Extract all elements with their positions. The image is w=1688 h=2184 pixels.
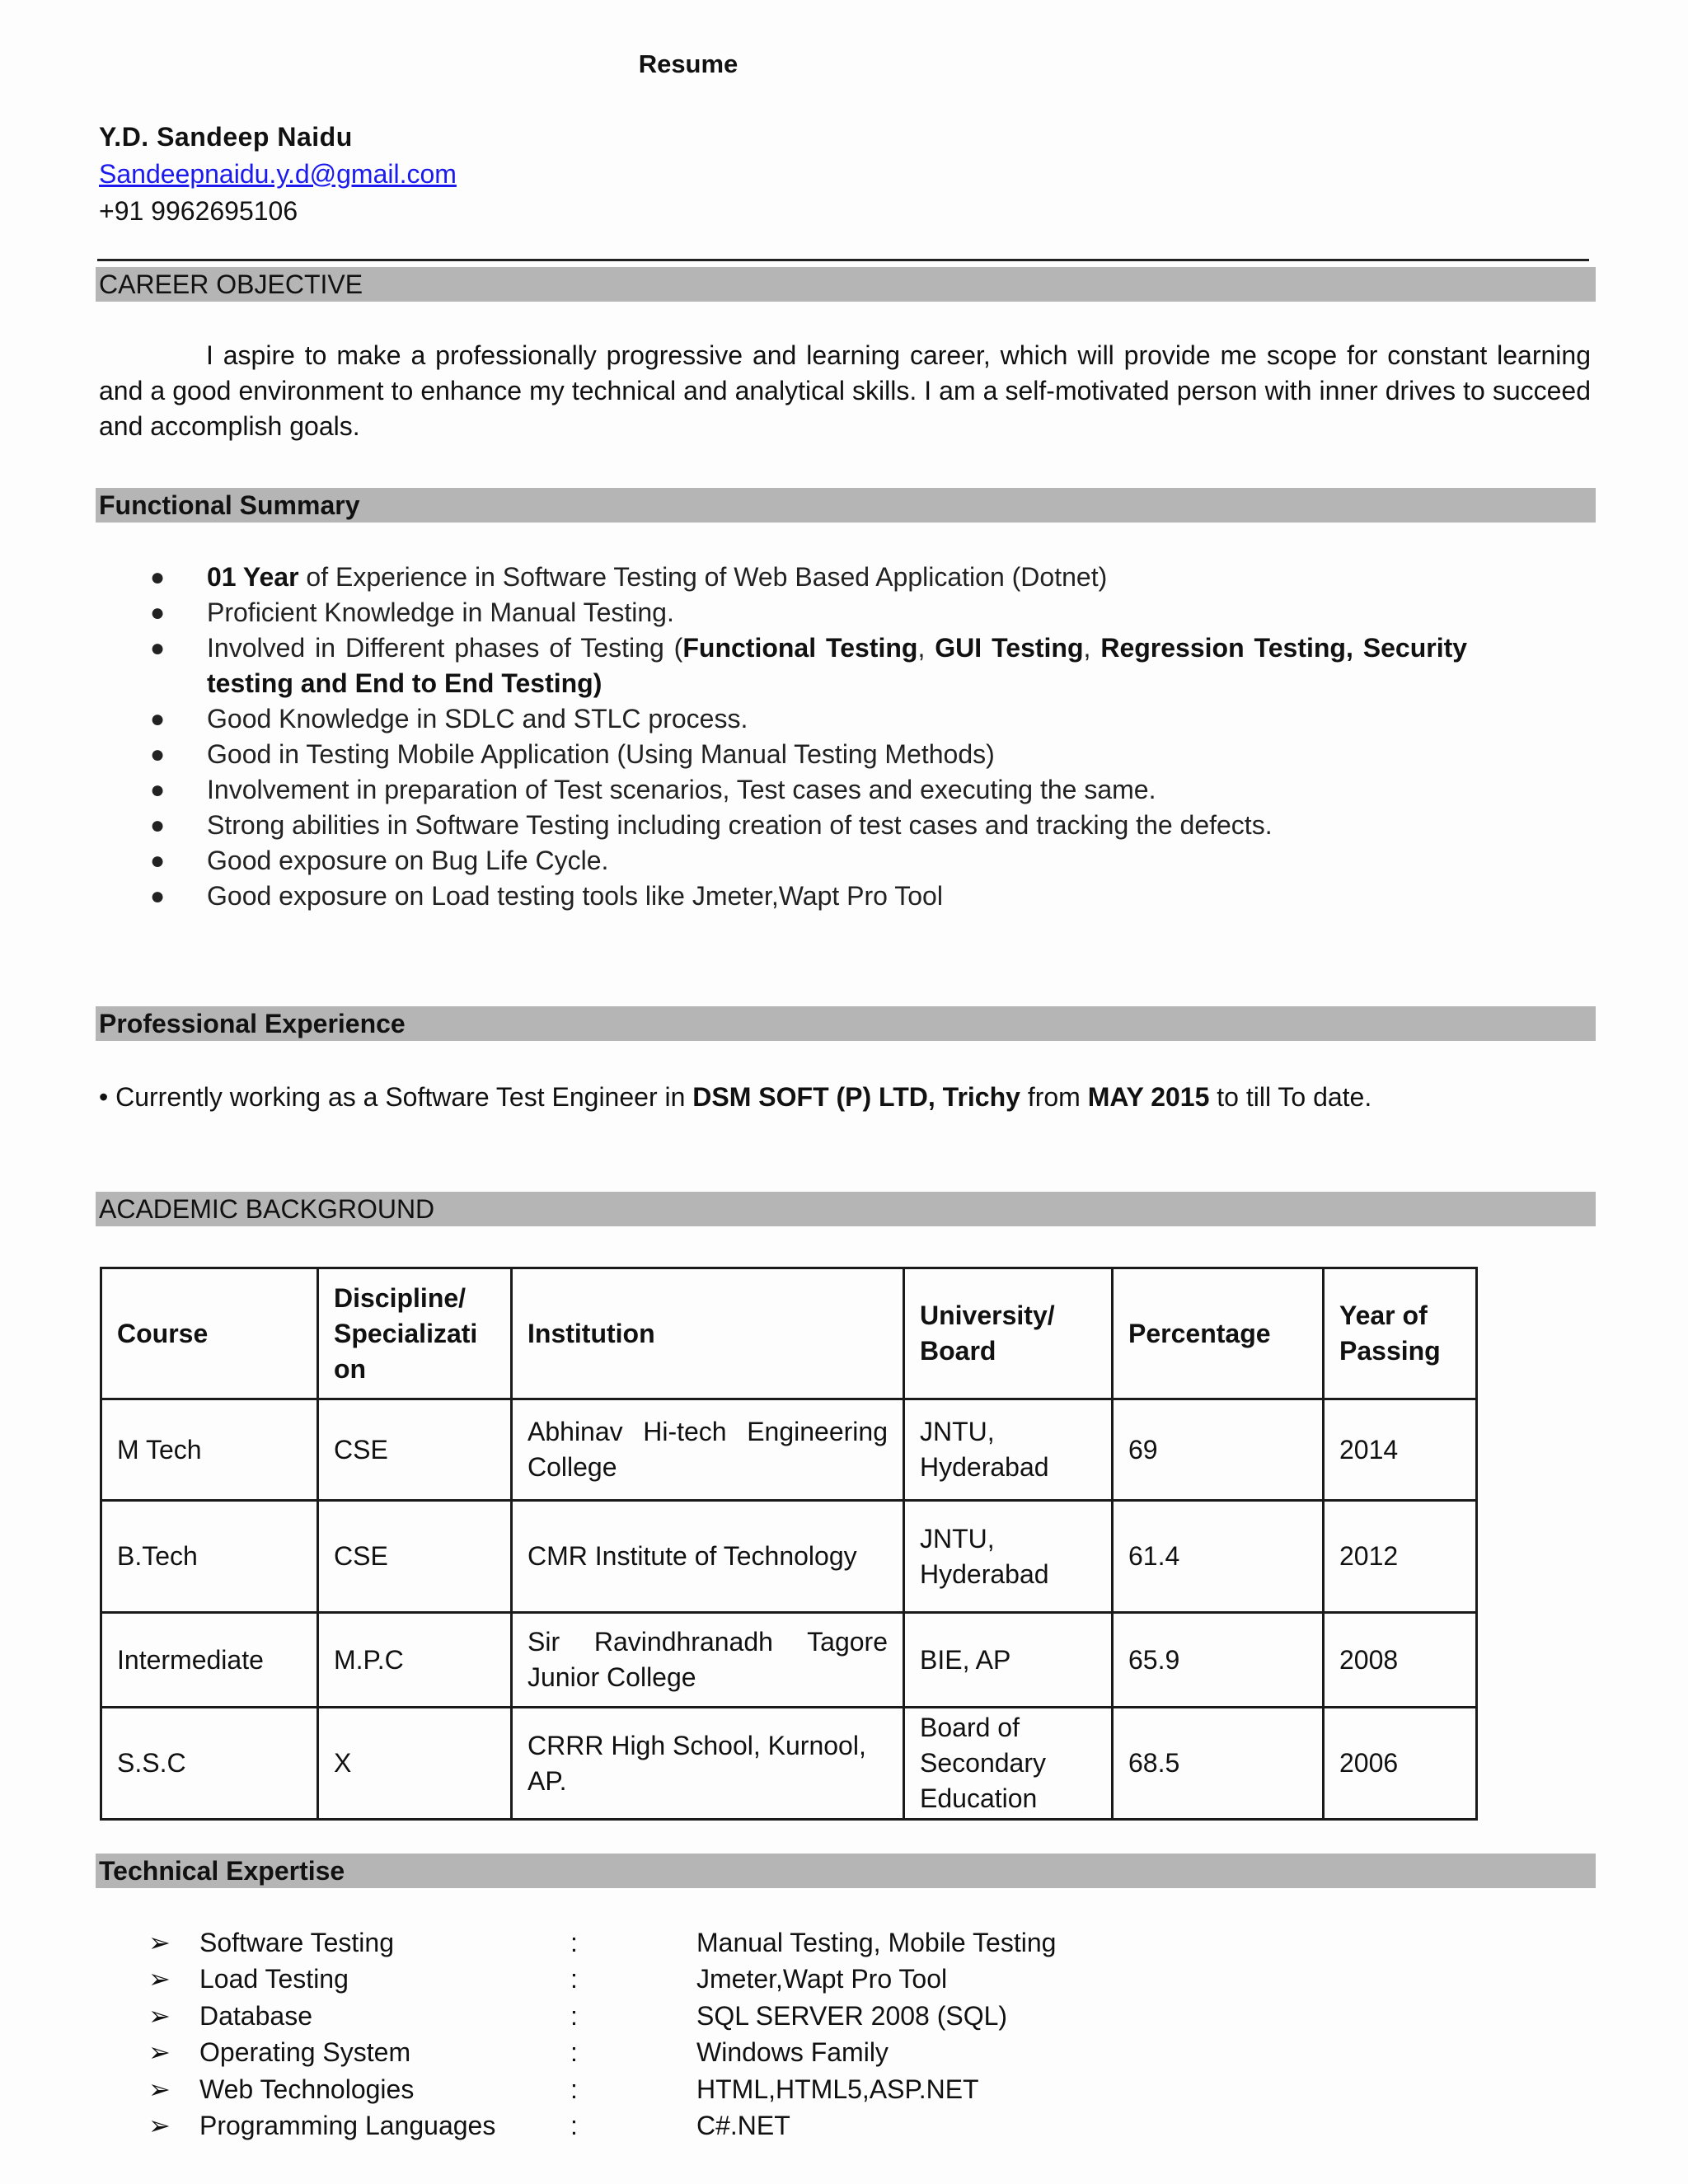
arrow-bullet-icon: ➢ xyxy=(148,1928,171,1957)
table-row xyxy=(101,1613,1477,1708)
table-cell: 69 xyxy=(1113,1399,1324,1501)
section-career-objective: CAREER OBJECTIVE xyxy=(96,267,1596,302)
experience-text: to till To date. xyxy=(1209,1082,1372,1112)
objective-paragraph xyxy=(99,338,1591,444)
start-date: MAY 2015 xyxy=(1087,1082,1210,1112)
list-item xyxy=(99,630,1467,701)
item-bold: Regression Testing, Security testing and End to End Testing) xyxy=(207,633,1468,698)
separator: : xyxy=(570,2037,578,2068)
arrow-bullet-icon: ➢ xyxy=(148,2037,171,2068)
list-item xyxy=(99,879,1467,914)
column-header: University/ Board xyxy=(904,1268,1113,1399)
bullet-icon: ● xyxy=(150,741,166,768)
experience-text: from xyxy=(1020,1082,1088,1112)
column-header: Institution xyxy=(512,1268,904,1399)
table-cell: CSE xyxy=(318,1501,512,1613)
skill-label: Software Testing xyxy=(199,1928,394,1957)
academic-table xyxy=(100,1267,1478,1821)
item-text: Good exposure on Load testing tools like Jmeter,Wapt Pro Tool xyxy=(207,881,943,911)
item-text: Strong abilities in Software Testing including creation of test cases and tracking the defects. xyxy=(207,810,1273,840)
bullet-icon: ● xyxy=(150,812,166,839)
skill-value: C#.NET xyxy=(696,2110,790,2140)
column-header: Percentage xyxy=(1113,1268,1324,1399)
item-text: Involvement in preparation of Test scenarios, Test cases and executing the same. xyxy=(207,775,1156,804)
table-header-row xyxy=(101,1268,1477,1399)
table-cell: S.S.C xyxy=(101,1708,318,1820)
table-cell: Intermediate xyxy=(101,1613,318,1708)
skill-label: Load Testing xyxy=(199,1964,349,1994)
table-cell: M Tech xyxy=(101,1399,318,1501)
item-bold: GUI Testing xyxy=(935,633,1084,663)
table-cell: X xyxy=(318,1708,512,1820)
table-cell: B.Tech xyxy=(101,1501,318,1613)
bullet-icon: ● xyxy=(150,776,166,804)
separator: : xyxy=(570,1928,578,1957)
item-text: Involved in Different phases of Testing ( xyxy=(207,633,683,663)
table-row xyxy=(101,1501,1477,1613)
section-academic-background: ACADEMIC BACKGROUND xyxy=(96,1192,1596,1226)
list-item xyxy=(99,595,1467,630)
skill-value: Jmeter,Wapt Pro Tool xyxy=(696,1964,948,1994)
table-cell: 61.4 xyxy=(1113,1501,1324,1613)
skill-label: Operating System xyxy=(199,2037,411,2068)
table-cell: M.P.C xyxy=(318,1613,512,1708)
skill-label: Programming Languages xyxy=(199,2110,496,2140)
item-bold: 01 Year xyxy=(207,562,299,592)
list-item xyxy=(99,560,1467,595)
table-cell: 68.5 xyxy=(1113,1708,1324,1820)
skill-label: Web Technologies xyxy=(199,2074,415,2104)
bullet-icon: ● xyxy=(150,599,166,626)
table-cell: CRRR High School, Kurnool, AP. xyxy=(512,1708,904,1820)
separator: : xyxy=(570,1964,578,1994)
list-item xyxy=(99,772,1467,808)
table-cell: 2006 xyxy=(1324,1708,1477,1820)
table-cell: BIE, AP xyxy=(904,1613,1113,1708)
item-text: Good exposure on Bug Life Cycle. xyxy=(207,846,609,875)
list-item xyxy=(99,843,1467,879)
email-link[interactable]: Sandeepnaidu.y.d@gmail.com xyxy=(99,159,457,189)
objective-text: I aspire to make a professionally progressive and learning career, which will provide me scope for constant learning and a good environment to enhance my technical and analytical skills. I am a self-motivated person with inner drives to succeed and accomplish goals. xyxy=(99,340,1591,441)
bullet-icon: ● xyxy=(150,705,166,733)
table-cell: JNTU, Hyderabad xyxy=(904,1501,1113,1613)
table-row xyxy=(101,1399,1477,1501)
table-cell: Abhinav Hi-tech Engineering College xyxy=(512,1399,904,1501)
arrow-bullet-icon: ➢ xyxy=(148,1964,171,1994)
section-functional-summary: Functional Summary xyxy=(96,488,1596,523)
bullet-icon: • xyxy=(99,1082,116,1112)
item-text: Good Knowledge in SDLC and STLC process. xyxy=(207,704,748,733)
bullet-icon: ● xyxy=(150,883,166,910)
table-cell: CMR Institute of Technology xyxy=(512,1501,904,1613)
table-cell: 2008 xyxy=(1324,1613,1477,1708)
company-name: DSM SOFT (P) LTD, Trichy xyxy=(692,1082,1020,1112)
item-text: Good in Testing Mobile Application (Using Manual Testing Methods) xyxy=(207,739,995,769)
section-professional-experience: Professional Experience xyxy=(96,1006,1596,1041)
table-cell: 2012 xyxy=(1324,1501,1477,1613)
item-text: Proficient Knowledge in Manual Testing. xyxy=(207,598,674,627)
skill-value: HTML,HTML5,ASP.NET xyxy=(696,2074,979,2104)
arrow-bullet-icon: ➢ xyxy=(148,2000,171,2031)
table-cell: Board of Secondary Education xyxy=(904,1708,1113,1820)
column-header: Year of Passing xyxy=(1324,1268,1477,1399)
skill-value: Windows Family xyxy=(696,2037,889,2068)
bullet-icon: ● xyxy=(150,847,166,874)
item-text: , xyxy=(1083,633,1101,663)
column-header: Discipline/ Specializati on xyxy=(318,1268,512,1399)
arrow-bullet-icon: ➢ xyxy=(148,2110,171,2140)
table-row xyxy=(101,1708,1477,1820)
item-text: of Experience in Software Testing of Web Based Application (Dotnet) xyxy=(298,562,1108,592)
column-header: Course xyxy=(101,1268,318,1399)
section-technical-expertise: Technical Expertise xyxy=(96,1854,1596,1888)
arrow-bullet-icon: ➢ xyxy=(148,2074,171,2104)
table-cell: 65.9 xyxy=(1113,1613,1324,1708)
document-title: Resume xyxy=(638,49,738,78)
table-cell: JNTU, Hyderabad xyxy=(904,1399,1113,1501)
separator: : xyxy=(570,2000,578,2031)
header-divider xyxy=(97,259,1589,261)
item-text: , xyxy=(917,633,935,663)
separator: : xyxy=(570,2110,578,2140)
list-item xyxy=(99,737,1467,772)
skill-label: Database xyxy=(199,2000,312,2031)
table-cell: 2014 xyxy=(1324,1399,1477,1501)
candidate-name: Y.D. Sandeep Naidu xyxy=(99,122,353,152)
bullet-icon: ● xyxy=(150,564,166,591)
functional-summary-list xyxy=(99,560,1467,914)
bullet-icon: ● xyxy=(150,635,166,662)
experience-paragraph xyxy=(99,1080,1467,1115)
item-bold: Functional Testing xyxy=(682,633,918,663)
skill-value: Manual Testing, Mobile Testing xyxy=(696,1928,1057,1957)
separator: : xyxy=(570,2074,578,2104)
table-cell: CSE xyxy=(318,1399,512,1501)
experience-text: Currently working as a Software Test Engineer in xyxy=(115,1082,693,1112)
phone-number: +91 9962695106 xyxy=(99,196,298,226)
skill-value: SQL SERVER 2008 (SQL) xyxy=(696,2000,1008,2031)
list-item xyxy=(99,808,1467,843)
table-cell: Sir Ravindhranadh Tagore Junior College xyxy=(512,1613,904,1708)
list-item xyxy=(99,701,1467,737)
